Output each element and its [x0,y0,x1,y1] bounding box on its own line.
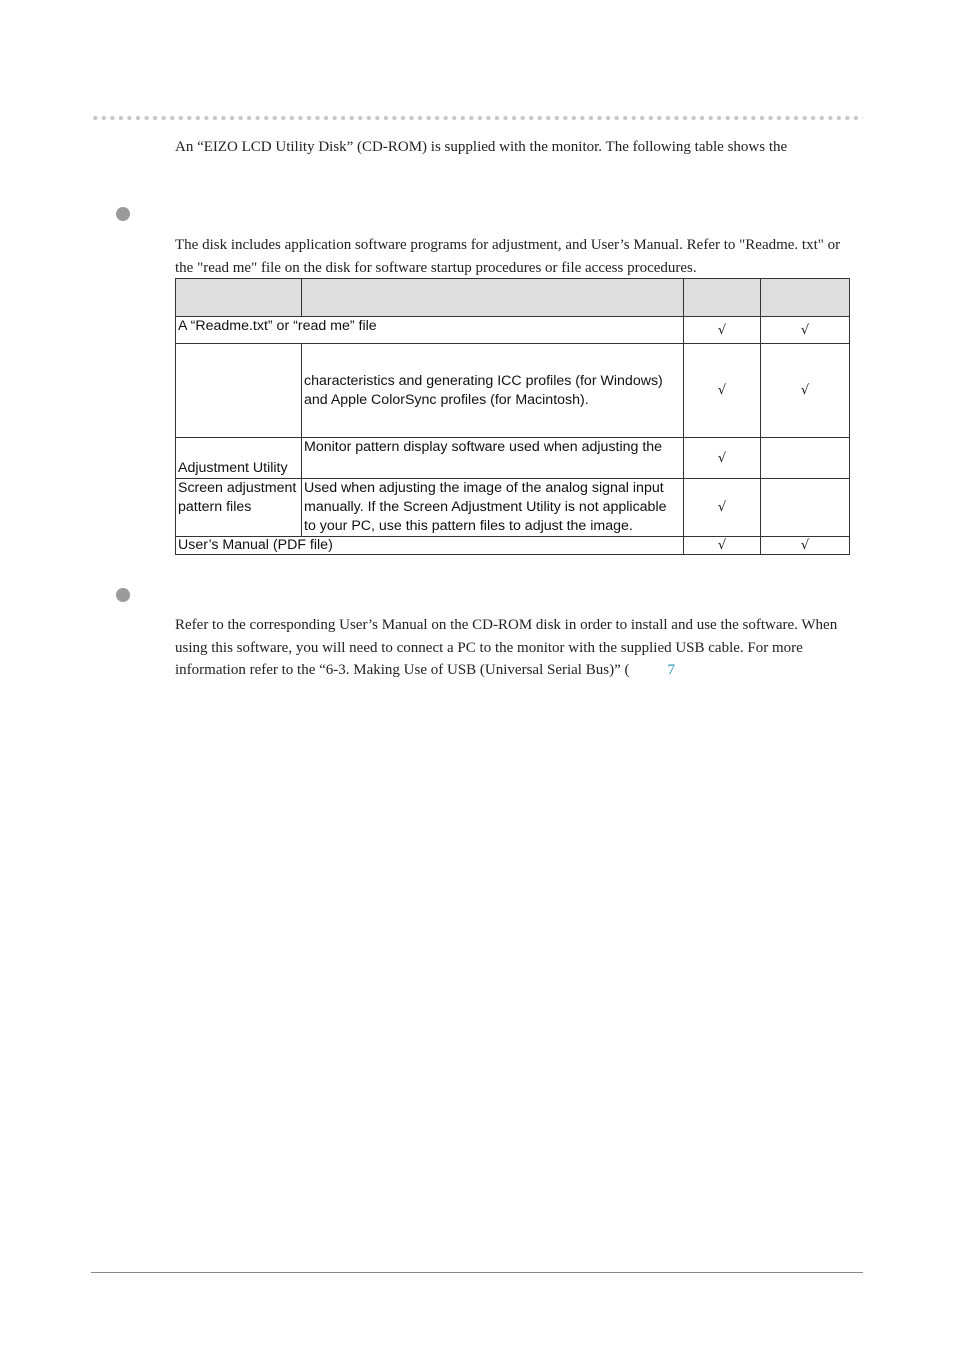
bullet-icon [116,588,130,602]
row-overview: Used when adjusting the image of the analog signal input manually. If the Screen Adjustment Utility is not applicable to your PC, use this pattern files to adjust the image. [302,479,684,537]
row-item: A “Readme.txt” or “read me” file [176,317,684,344]
header-overview [302,279,684,317]
check-mark: √ [684,344,761,438]
check-mark: √ [761,317,850,344]
check-mark [761,438,850,479]
row-item: User’s Manual (PDF file) [176,537,684,555]
software-usage-text: Refer to the corresponding User’s Manual on the CD-ROM disk in order to install and use the software. When using this software, you will need to connect a PC to the monitor with the supplied USB cable. For more information refer to the “6-3. Making Use of USB (Universal Serial Bus)” ( [175,617,838,678]
disk-contents-table [175,278,850,555]
dotted-header-rule [91,115,863,121]
check-mark: √ [684,479,761,537]
table-row [176,344,850,438]
header-col4 [761,279,850,317]
header-col3 [684,279,761,317]
table-row [176,537,850,555]
bullet-icon [116,207,130,221]
row-overview: characteristics and generating ICC profiles (for Windows) and Apple ColorSync profiles (for Macintosh). [302,344,684,438]
check-mark: √ [684,317,761,344]
row-item: Screen adjustment pattern files [176,479,302,537]
row-overview: Monitor pattern display software used when adjusting the [302,438,684,479]
check-mark: √ [761,537,850,555]
check-mark [761,479,850,537]
disk-contents-paragraph: The disk includes application software programs for adjustment, and User’s Manual. Refer to "Readme. txt" or the "read me" file on the disk for software startup procedures or file access procedures. [175,237,841,276]
table-header-row [176,279,850,317]
check-mark: √ [684,438,761,479]
table-row [176,479,850,537]
check-mark: √ [684,537,761,555]
software-usage-paragraph [175,614,859,682]
intro-paragraph: An “EIZO LCD Utility Disk” (CD-ROM) is supplied with the monitor. The following table shows the [175,139,788,155]
table-row [176,317,850,344]
row-item: Adjustment Utility [176,438,302,479]
table-row [176,438,850,479]
check-mark: √ [761,344,850,438]
page-reference-link[interactable]: 7 [667,662,675,678]
row-item [176,344,302,438]
header-item [176,279,302,317]
footer-rule [91,1272,863,1273]
